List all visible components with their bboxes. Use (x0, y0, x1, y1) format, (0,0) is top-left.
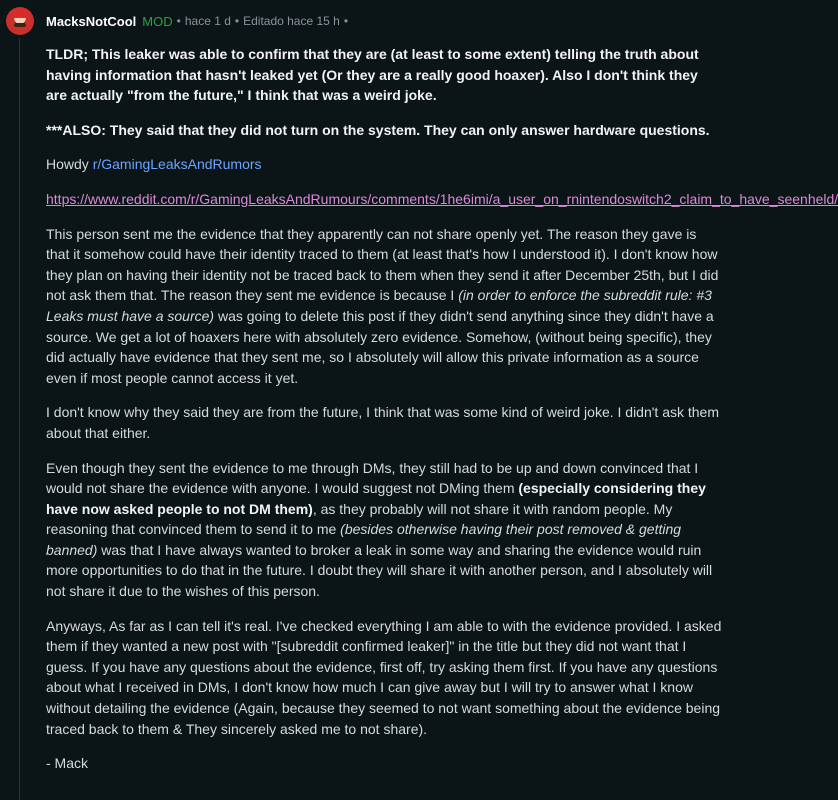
timestamp[interactable]: hace 1 d (184, 14, 231, 28)
paragraph-evidence (46, 224, 722, 389)
separator: • (176, 14, 181, 28)
rule-note: (in order to enforce the subreddit rule: #3 Leaks must have a source) (46, 287, 712, 324)
paragraph-dms (46, 458, 722, 602)
evidence-text-a: This person sent me the evidence that they apparently can not share openly yet. The reason they gave is that it somehow could have their identity traced to them (at least that's how I understood it). I don't know how they plan on having their identity not be traced back to them when they send it after December 25th, but I did not ask them that. The reason they sent me evidence is because I (46, 225, 719, 304)
evidence-text-c: was going to delete this post if they didn't send anything since they didn't have a source. We get a lot of hoaxers here with absolutely zero evidence. Somehow, (without being specific), they did actually have evidence that they sent me, so I absolutely will allow this private information as a source even if most people cannot access it yet. (46, 307, 714, 386)
dms-text-e: was that I have always wanted to broker a leak in some way and sharing the evidence would ruin more opportunities to do that in the future. I doubt they will share it with another person, and I absolutely will not share it due to the wishes of this person. (46, 541, 713, 600)
mario-avatar-icon[interactable] (6, 7, 34, 35)
post-url-link[interactable]: https://www.reddit.com/r/GamingLeaksAndRumours/comments/1he6imi/a_user_on_rnintendoswitch2_claim_to_have_seenheld/ (46, 190, 838, 207)
dms-text-a: Even though they sent the evidence to me through DMs, they still had to be up and down convinced that I would not share the evidence with anyone. I would suggest not DMing them (46, 459, 699, 497)
thread-line[interactable] (19, 38, 20, 800)
anyways-text: Anyways, As far as I can tell it's real. I've checked everything I am able to with the evidence provided. I asked them if they wanted a new post with "[subreddit confirmed leaker]" in the title but they did not want that I guess. If you have any questions about the evidence, first off, try asking them first. If you have any questions about what I received in DMs, I don't know how much I can give away but I will try to answer what I know without detailing the evidence (Again, because they seemed to not want something about the evidence being traced back to them & They sincerely asked me to not share). (46, 617, 722, 737)
paragraph-future (46, 402, 722, 443)
howdy-text: Howdy (46, 156, 93, 173)
comment-header (6, 6, 348, 36)
dms-text-c: , as they probably will not share it with random people. My reasoning that convinced them to send it to me (46, 500, 673, 538)
mod-badge: MOD (142, 13, 173, 29)
separator: • (343, 14, 349, 28)
dms-warning: (especially considering they have now asked people to not DM them) (46, 480, 706, 517)
paragraph-signoff (46, 753, 722, 774)
username-link[interactable]: MacksNotCool (46, 13, 137, 29)
edited-label: Editado hace 15 h (243, 14, 340, 28)
tldr-text: TLDR; This leaker was able to confirm that they are (at least to some extent) telling the truth about having information that hasn't leaked yet (Or they are a really good hoaxer). Also I don't think they are actually "from the future," I think that was a weird joke. (46, 46, 699, 104)
signoff-text: - Mack (46, 755, 88, 772)
avatar-hat (10, 9, 30, 18)
future-text: I don't know why they said they are from the future, I think that was some kind of weird joke. I didn't ask them about that either. (46, 404, 720, 441)
paragraph-anyways (46, 616, 722, 740)
also-text: ***ALSO: They said that they did not turn on the system. They can only answer hardware questions. (46, 121, 710, 138)
paragraph-also (46, 120, 722, 141)
paragraph-howdy (46, 154, 722, 175)
separator: • (234, 14, 240, 28)
paragraph-tldr (46, 44, 722, 106)
avatar-mustache (14, 23, 26, 27)
subreddit-link[interactable]: r/GamingLeaksAndRumors (92, 156, 262, 173)
comment-body (46, 44, 838, 788)
dms-aside: (besides otherwise having their post removed & getting banned) (46, 521, 682, 558)
paragraph-url (46, 189, 838, 210)
